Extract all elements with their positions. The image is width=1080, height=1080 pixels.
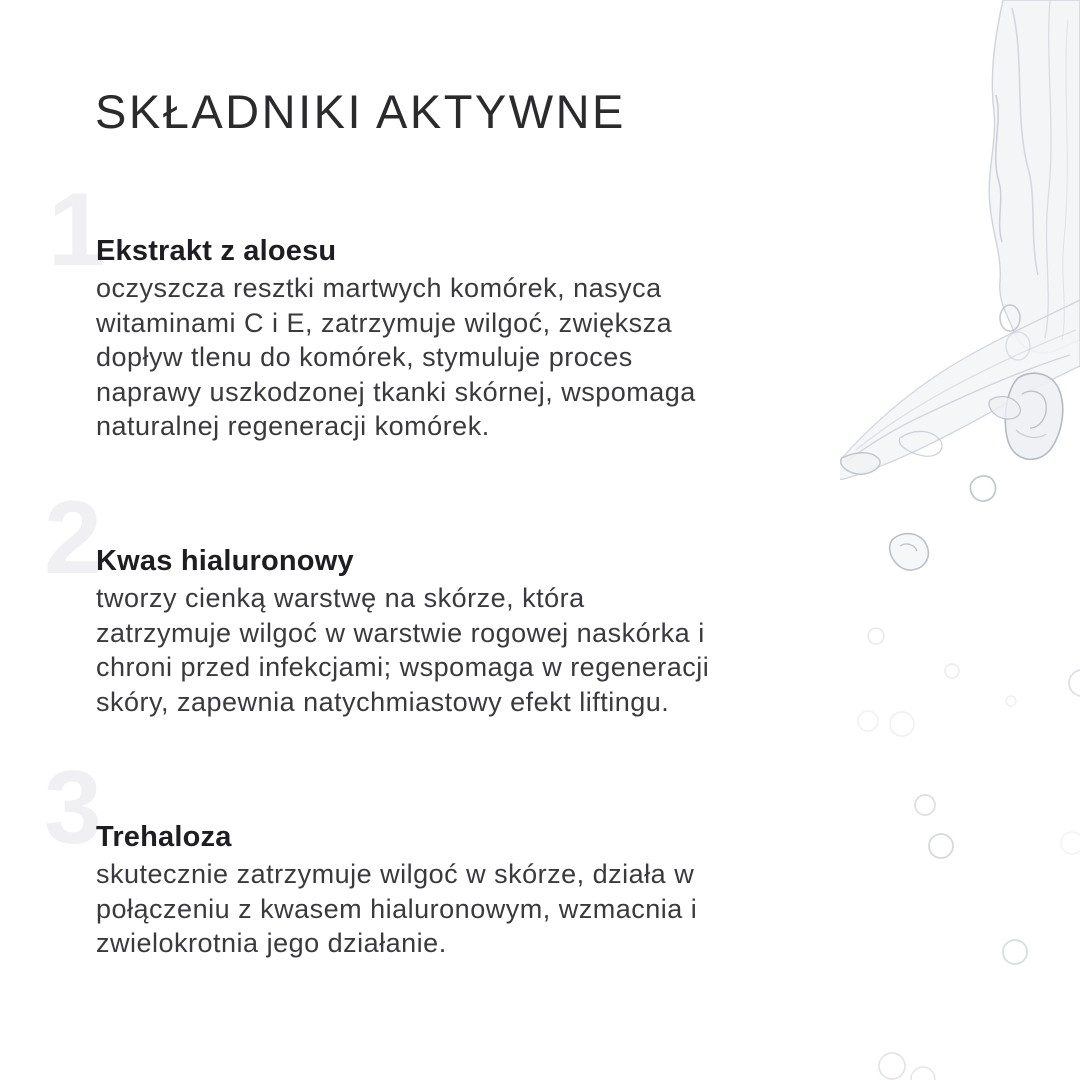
- section-line: oczyszcza resztki martwych komórek, nasyca: [96, 273, 662, 303]
- section-line: naprawy uszkodzonej tkanki skórnej, wspomaga: [96, 376, 696, 407]
- ghost-number-2: 2: [44, 480, 102, 596]
- section-line: skutecznie zatrzymuje wilgoć w skórze, działa w: [96, 859, 695, 889]
- section-trehalose: [96, 819, 697, 961]
- section-line: zatrzymuje wilgoć w warstwie rogowej naskórka i: [96, 617, 705, 648]
- section-line: naturalnej regeneracji komórek.: [96, 411, 490, 441]
- section-heading: Kwas hialuronowy: [96, 545, 354, 577]
- section-hyaluronic-acid: [96, 543, 709, 719]
- page-title: SKŁADNIKI AKTYWNE: [95, 85, 626, 138]
- section-aloe-extract: [96, 233, 696, 444]
- section-line: witaminami C i E, zatrzymuje wilgoć, zwiększa: [96, 307, 673, 338]
- section-line: połączeniu z kwasem hialuronowym, wzmacnia i: [96, 893, 698, 924]
- water-splash-icon: [840, 0, 1080, 1080]
- section-heading: Trehaloza: [96, 821, 232, 853]
- ghost-number-3: 3: [44, 750, 102, 866]
- section-line: dopływ tlenu do komórek, stymuluje proces: [96, 342, 633, 372]
- section-line: chroni przed infekcjami; wspomaga w regeneracji: [96, 652, 710, 682]
- section-heading: Ekstrakt z aloesu: [96, 235, 337, 267]
- section-line: skóry, zapewnia natychmiastowy efekt liftingu.: [96, 686, 670, 717]
- section-line: zwielokrotnia jego działanie.: [96, 928, 447, 958]
- section-line: tworzy cienką warstwę na skórze, która: [96, 583, 585, 613]
- ghost-number-1: 1: [48, 172, 106, 288]
